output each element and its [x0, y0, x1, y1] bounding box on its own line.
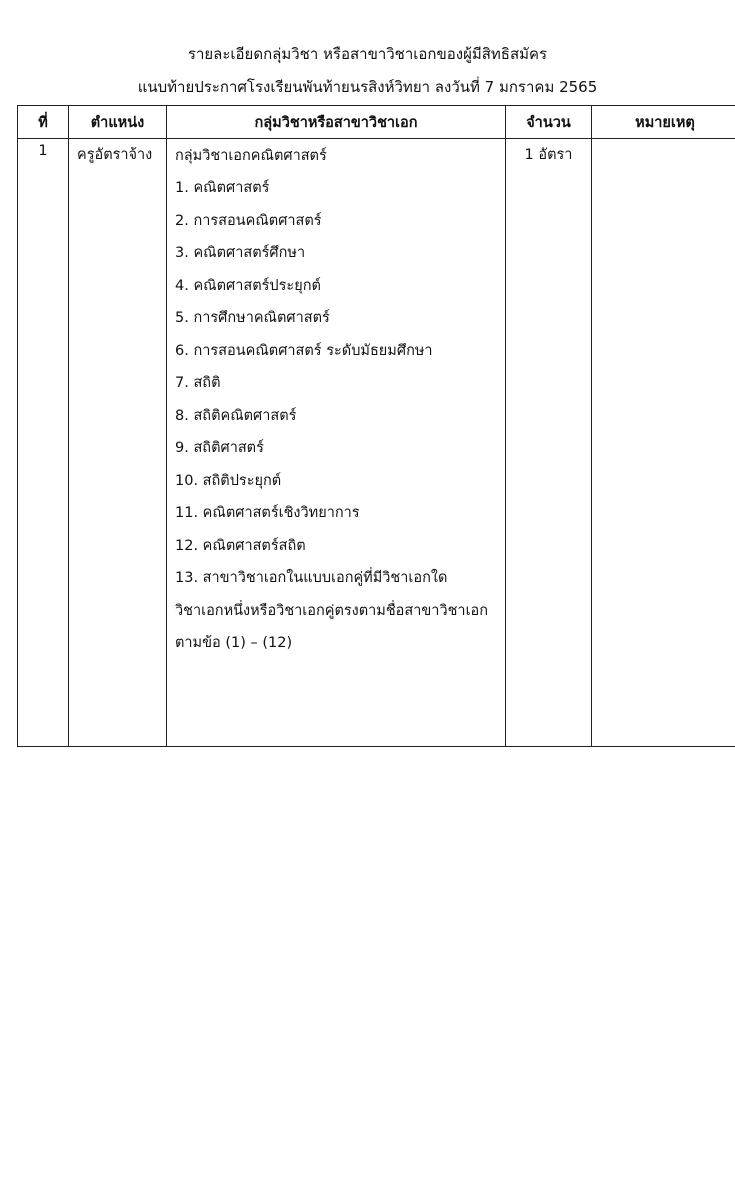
column-header-remark: หมายเหตุ [592, 106, 735, 139]
subject-item: 4. คณิตศาสตร์ประยุกต์ [175, 277, 321, 294]
document-title: รายละเอียดกลุ่มวิชา หรือสาขาวิชาเอกของผู้มีสิทธิสมัคร [187, 45, 548, 63]
subject-item: 3. คณิตศาสตร์ศึกษา [175, 245, 306, 261]
table-header-row [18, 106, 735, 139]
subject-item: 9. สถิติศาสตร์ [175, 440, 264, 456]
row-number: 1 [18, 139, 69, 747]
subject-item: 11. คณิตศาสตร์เชิงวิทยาการ [175, 505, 360, 521]
subject-item: 12. คณิตศาสตร์สถิต [175, 537, 306, 554]
column-header-subject: กลุ่มวิชาหรือสาขาวิชาเอก [167, 106, 506, 139]
column-header-position: ตำแหน่ง [69, 106, 167, 139]
subject-item: 6. การสอนคณิตศาสตร์ ระดับมัธยมศึกษา [175, 342, 433, 359]
subject-table [17, 105, 735, 747]
subject-item: 2. การสอนคณิตศาสตร์ [175, 212, 322, 229]
subject-item: 5. การศึกษาคณิตศาสตร์ [175, 310, 330, 326]
subject-cell [167, 139, 506, 747]
column-header-no: ที่ [18, 106, 69, 139]
remark-cell [592, 139, 735, 747]
subject-item: 7. สถิติ [175, 375, 221, 391]
position-cell: ครูอัตราจ้าง [69, 139, 167, 747]
subject-item: 1. คณิตศาสตร์ [175, 180, 270, 196]
subject-item: 13. สาขาวิชาเอกในแบบเอกคู่ที่มีวิชาเอกใด [175, 570, 448, 586]
document-subtitle: แนบท้ายประกาศโรงเรียนพันท้ายนรสิงห์วิทยา ลงวันที่ 7 มกราคม 2565 [137, 78, 598, 96]
subject-item: 10. สถิติประยุกต์ [175, 472, 282, 489]
subject-item: 8. สถิติคณิตศาสตร์ [175, 407, 297, 424]
amount-cell: 1 อัตรา [506, 139, 592, 747]
table-row [18, 139, 735, 747]
column-header-amount: จำนวน [506, 106, 592, 139]
subject-group-title: กลุ่มวิชาเอกคณิตศาสตร์ [175, 148, 327, 164]
subject-item-continued: วิชาเอกหนึ่งหรือวิชาเอกคู่ตรงตามชื่อสาขาวิชาเอก [175, 602, 489, 619]
subject-item-continued: ตามข้อ (1) – (12) [175, 635, 293, 651]
